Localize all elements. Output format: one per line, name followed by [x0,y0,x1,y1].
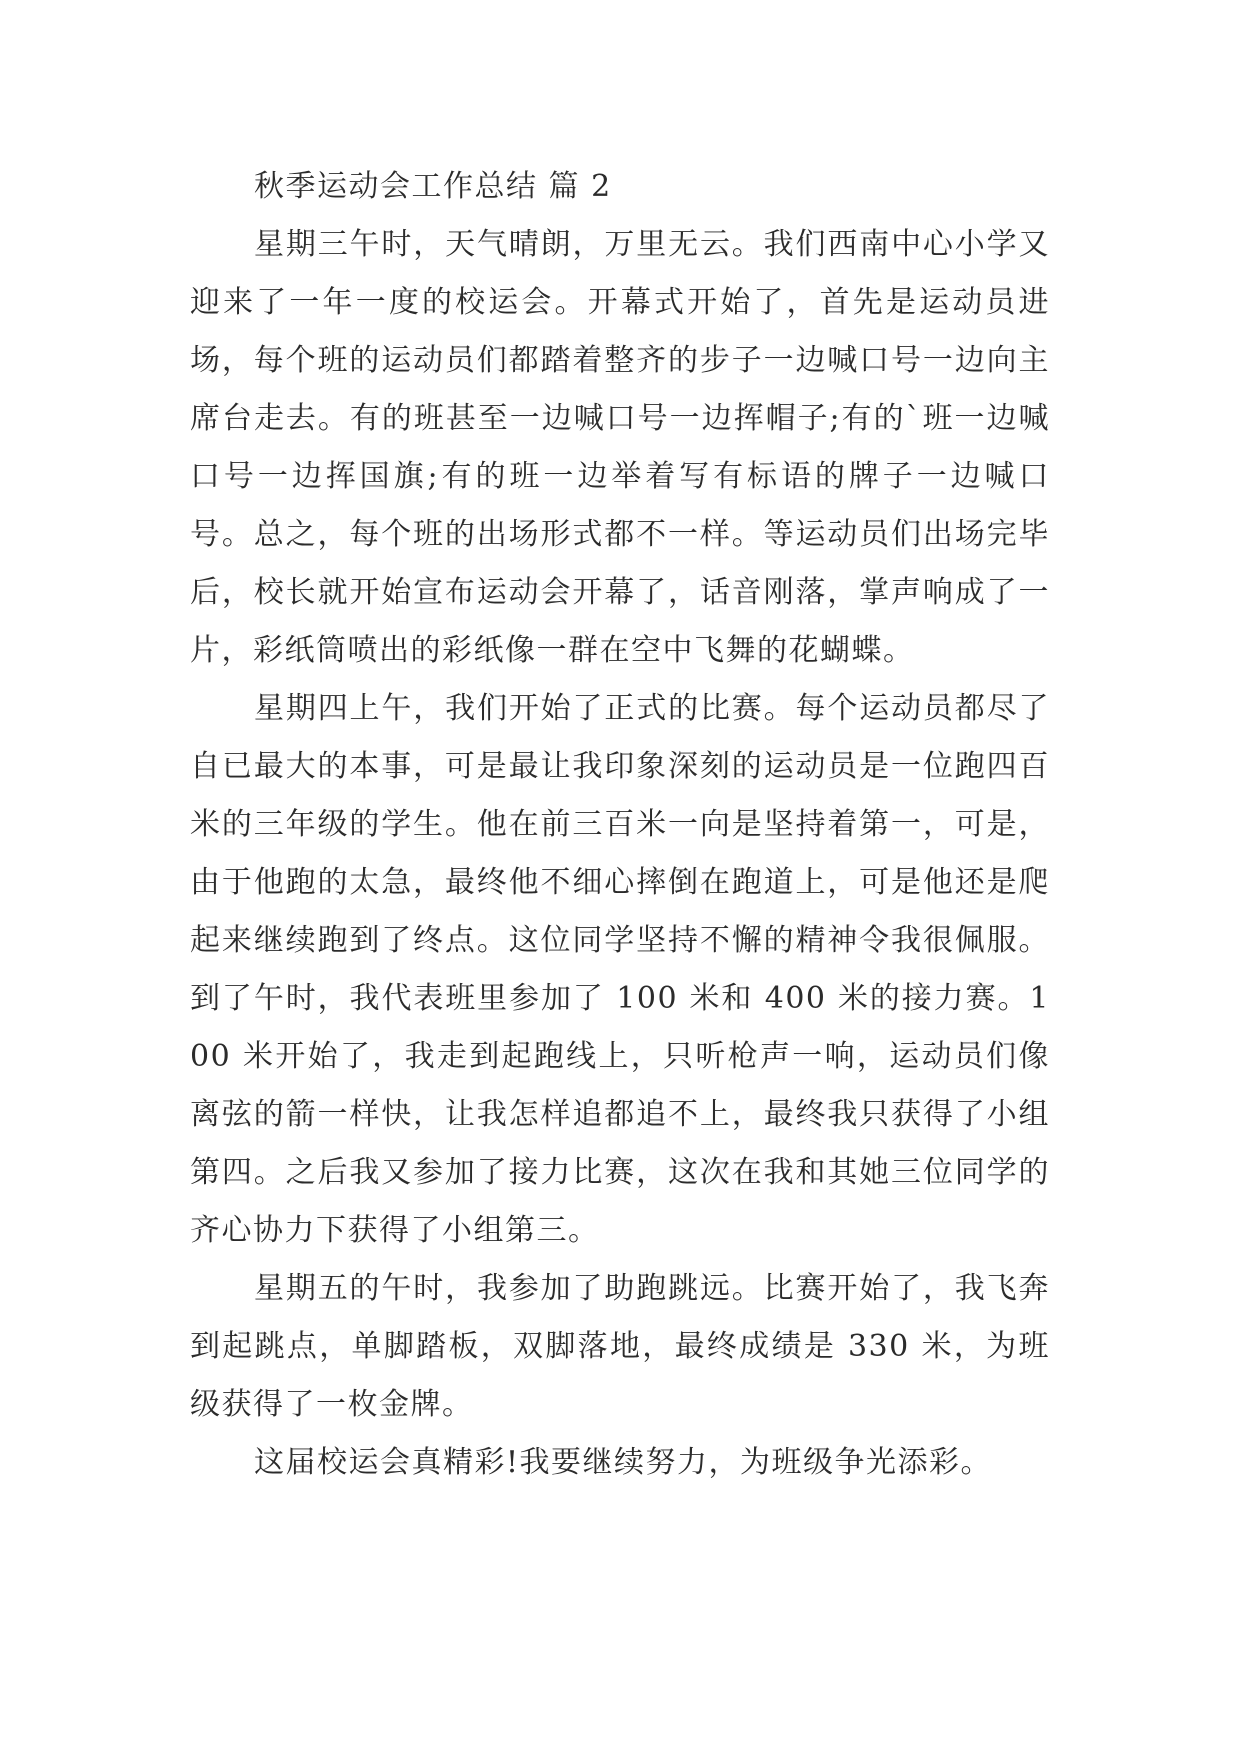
document-body [190,158,1050,1492]
paragraph-2: 星期四上午，我们开始了正式的比赛。每个运动员都尽了自已最大的本事，可是最让我印象深刻的运动员是一位跑四百米的三年级的学生。他在前三百米一向是坚持着第一，可是，由于他跑的太急，最终他不细心摔倒在跑道上，可是他还是爬起来继续跑到了终点。这位同学坚持不懈的精神令我很佩服。到了午时，我代表班里参加了 100 米和 400 米的接力赛。100 米开始了，我走到起跑线上，只听枪声一响，运动员们像离弦的箭一样快，让我怎样追都追不上，最终我只获得了小组第四。之后我又参加了接力比赛，这次在我和其她三位同学的齐心协力下获得了小组第三。 [190,691,1050,1248]
document-title: 秋季运动会工作总结 篇 2 [254,169,612,204]
paragraph-3: 星期五的午时，我参加了助跑跳远。比赛开始了，我飞奔到起跳点，单脚踏板，双脚落地，最终成绩是 330 米，为班级获得了一枚金牌。 [190,1271,1050,1422]
paragraph-4: 这届校运会真精彩!我要继续努力，为班级争光添彩。 [254,1445,993,1480]
paragraph-1: 星期三午时，天气晴朗，万里无云。我们西南中心小学又迎来了一年一度的校运会。开幕式开始了，首先是运动员进场，每个班的运动员们都踏着整齐的步子一边喊口号一边向主席台走去。有的班甚至一边喊口号一边挥帽子;有的`班一边喊口号一边挥国旗;有的班一边举着写有标语的牌子一边喊口号。总之，每个班的出场形式都不一样。等运动员们出场完毕后，校长就开始宣布运动会开幕了，话音刚落，掌声响成了一片，彩纸筒喷出的彩纸像一群在空中飞舞的花蝴蝶。 [190,227,1050,668]
